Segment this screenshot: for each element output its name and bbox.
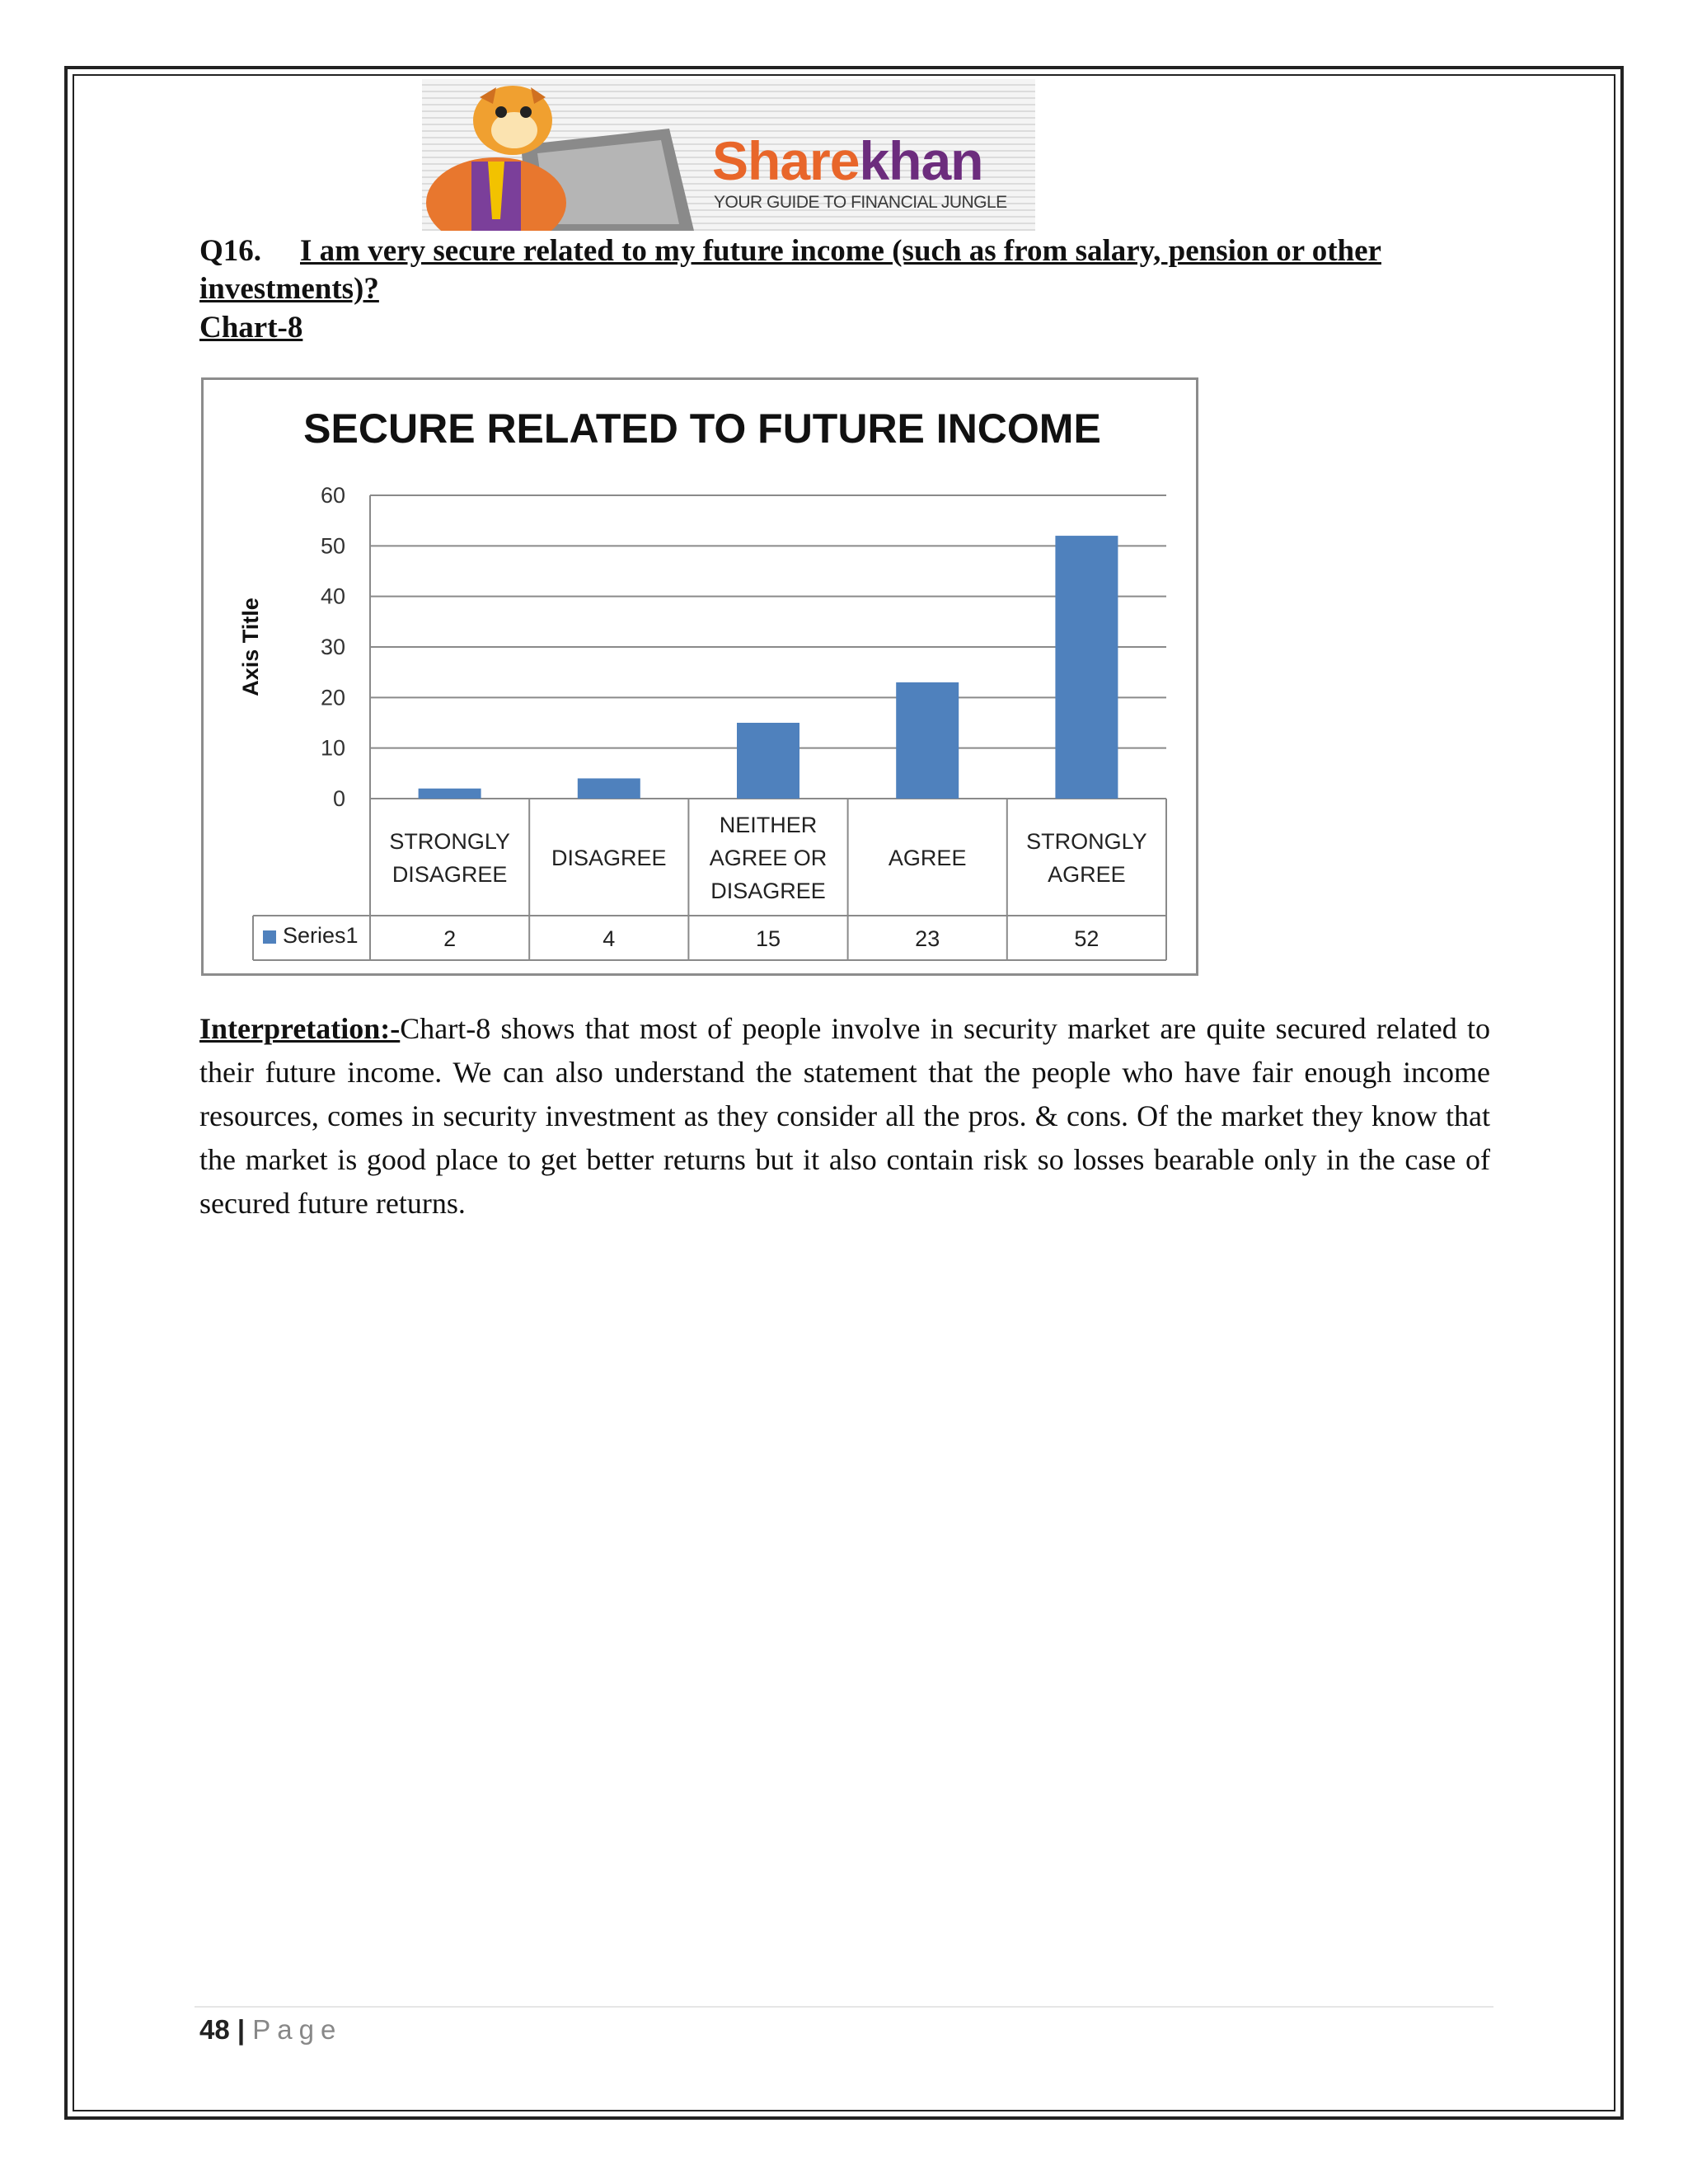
y-axis-title: Axis Title: [238, 598, 263, 696]
logo-brand-part1: Share: [712, 130, 860, 191]
legend-swatch: [263, 930, 276, 944]
category-label: STRONGLY: [389, 829, 510, 854]
question-text: I am very secure related to my future income (such as from salary, pension or other investments)?: [199, 234, 1381, 306]
data-table-value: 52: [1074, 926, 1100, 951]
interpretation-label: Interpretation:-: [199, 1012, 401, 1045]
question-heading: [199, 232, 1477, 308]
footer-divider: [195, 2006, 1493, 2008]
bar-chart: [204, 380, 1196, 973]
bar: [896, 682, 959, 799]
data-table-value: 23: [915, 926, 940, 951]
legend-series-label: Series1: [283, 923, 359, 948]
bar: [419, 789, 481, 799]
data-table-value: 2: [443, 926, 457, 951]
category-label: NEITHER: [719, 813, 818, 837]
page-footer: [199, 2014, 342, 2046]
category-label: STRONGLY: [1026, 829, 1147, 854]
category-label: AGREE OR: [709, 846, 828, 870]
bar: [737, 723, 799, 799]
y-tick-label: 0: [332, 786, 345, 811]
data-table-value: 15: [755, 926, 781, 951]
question-number: Q16.: [199, 234, 262, 268]
logo-tagline: YOUR GUIDE TO FINANCIAL JUNGLE: [714, 193, 1007, 212]
data-table-value: 4: [603, 926, 616, 951]
sharekhan-logo: [422, 79, 1035, 231]
category-label: AGREE: [888, 846, 967, 870]
chart-label: Chart-8: [199, 311, 303, 344]
logo-brand-part2: khan: [859, 130, 983, 191]
page-word: Page: [252, 2014, 343, 2045]
y-tick-label: 30: [320, 635, 345, 659]
y-tick-label: 10: [320, 735, 345, 761]
page-number: 48: [199, 2014, 230, 2045]
chart-frame: [201, 377, 1198, 976]
y-tick-label: 50: [320, 533, 345, 559]
tiger-mascot-icon: [422, 79, 702, 231]
bar: [1055, 536, 1118, 799]
page-separator: |: [237, 2014, 246, 2045]
y-tick-label: 40: [320, 583, 345, 609]
chart-title: SECURE RELATED TO FUTURE INCOME: [303, 405, 1101, 452]
y-tick-label: 60: [320, 483, 345, 508]
category-label: AGREE: [1048, 862, 1126, 887]
category-label: DISAGREE: [392, 862, 508, 887]
y-tick-label: 20: [320, 685, 345, 710]
bar: [578, 778, 640, 799]
logo-brand-name: [712, 130, 983, 191]
category-label: DISAGREE: [710, 879, 826, 903]
interpretation-paragraph: [199, 1007, 1490, 1226]
interpretation-text: Chart-8 shows that most of people involve in security market are quite secured related to their future income. We can also understand the statement that the people who have fair enough income resources, comes in security investment as they consider all the pros. & cons. Of the market they know that the market is good place to get better returns but it also contain risk so losses bearable only in the case of secured future returns.: [199, 1012, 1490, 1220]
category-label: DISAGREE: [551, 846, 667, 870]
